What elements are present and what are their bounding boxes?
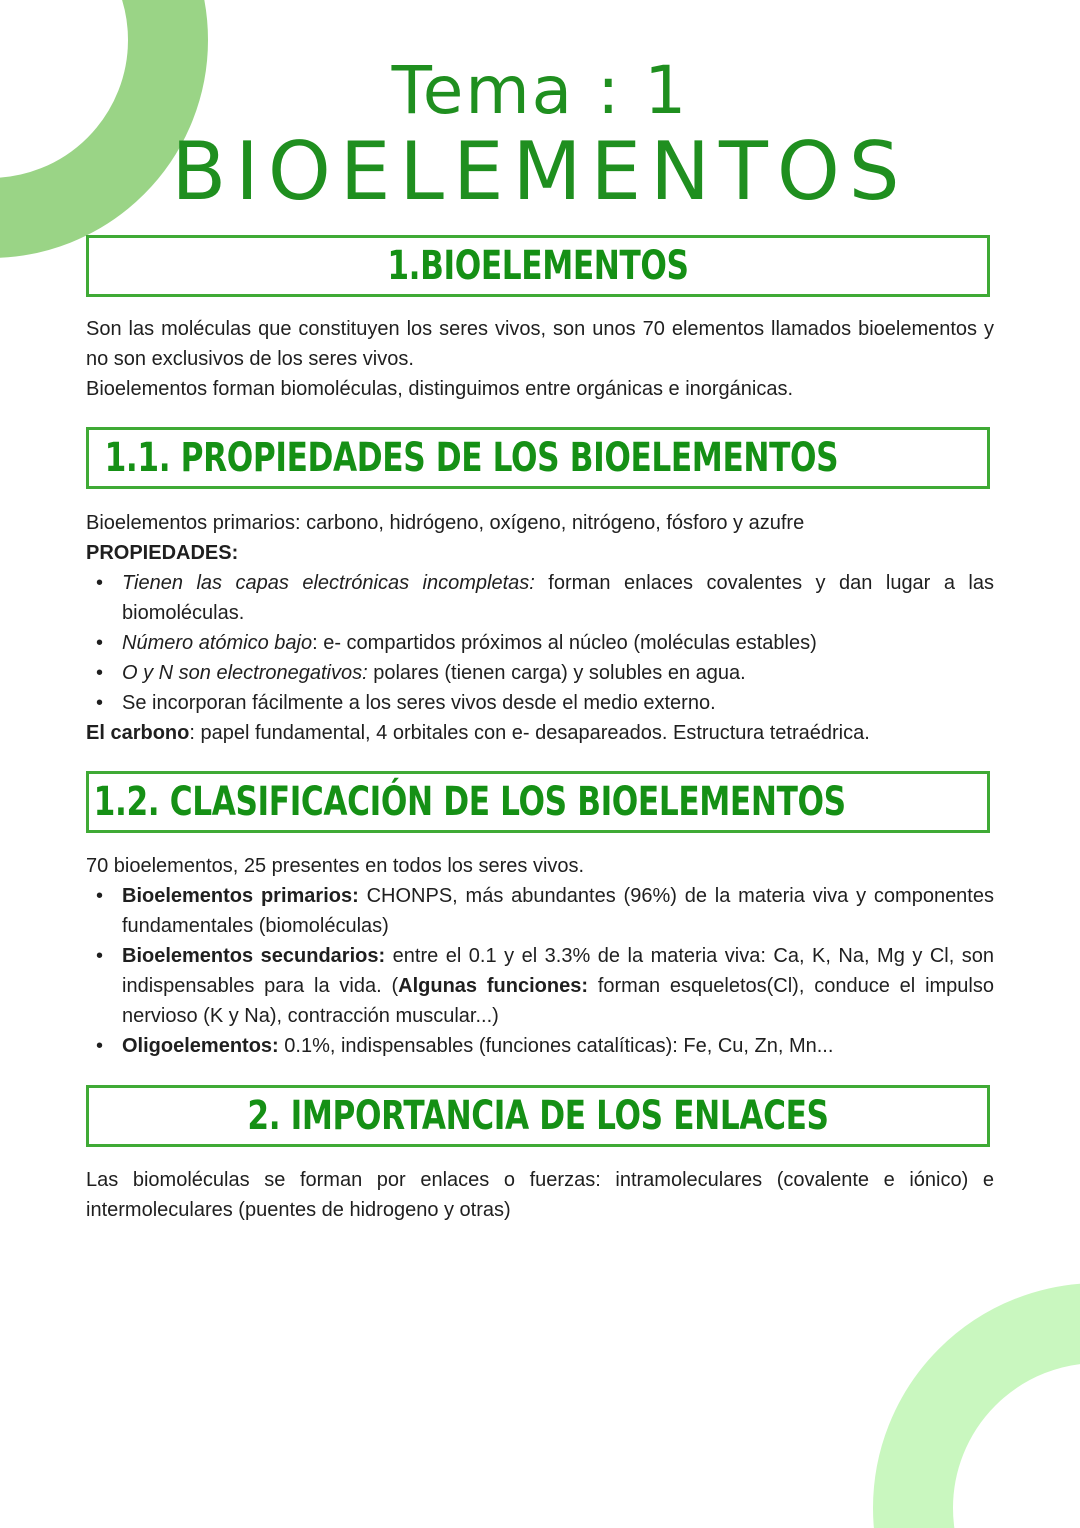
list-item-lead: Número atómico bajo	[122, 632, 313, 654]
section-1-2-heading-box	[86, 771, 990, 833]
section-1-heading-box	[86, 235, 990, 297]
list-item-text: 0.1%, indispensables (funciones catalíticas): Fe, Cu, Zn, Mn...	[278, 1035, 834, 1057]
section-2-paragraph: Las biomoléculas se forman por enlaces o fuerzas: intramoleculares (covalente e iónico) e intermoleculares (puentes de hidrogeno y otras)	[86, 1169, 994, 1221]
section-1-1-intro: Bioelementos primarios: carbono, hidrógeno, oxígeno, nitrógeno, fósforo y azufre	[86, 512, 805, 534]
list-item	[86, 941, 994, 1031]
page-title: BIOELEMENTOS	[171, 125, 909, 218]
decorative-arc-bottom-right	[848, 1268, 1080, 1528]
list-item	[86, 1031, 994, 1061]
section-1-1-body	[86, 508, 994, 748]
section-1-body	[86, 314, 994, 404]
section-1-2-intro: 70 bioelementos, 25 presentes en todos los seres vivos.	[86, 855, 585, 877]
section-1-paragraph-1: Son las moléculas que constituyen los seres vivos, son unos 70 elementos llamados bioelementos y no son exclusivos de los seres vivos.	[86, 318, 994, 370]
section-2-heading-box	[86, 1085, 990, 1147]
list-item	[86, 658, 994, 688]
section-2-body	[86, 1165, 994, 1225]
list-item-lead: Oligoelementos:	[122, 1035, 279, 1057]
carbon-lead: El carbono	[86, 722, 190, 744]
functions-text: forman esqueletos(Cl), conduce el impulso nervioso (K y Na), contracción muscular...)	[122, 975, 994, 1027]
list-item-lead: Bioelementos primarios:	[122, 885, 359, 907]
section-1-heading: 1.BIOELEMENTOS	[387, 243, 689, 289]
section-1-paragraph-2: Bioelementos forman biomoléculas, distinguimos entre orgánicas e inorgánicas.	[86, 378, 794, 400]
list-item-text: entre el 0.1 y el 3.3% de la materia viva: Ca, K, Na, Mg y Cl, son indispensables para la vida. (	[122, 945, 995, 997]
properties-label: PROPIEDADES:	[86, 542, 239, 564]
topic-number: Tema : 1	[391, 52, 689, 129]
list-item-lead: Bioelementos secundarios:	[122, 945, 386, 967]
section-1-1-heading-box	[86, 427, 990, 489]
classification-list	[86, 881, 994, 1061]
list-item	[86, 628, 994, 658]
section-1-2-heading: 1.2. CLASIFICACIÓN DE LOS BIOELEMENTOS	[93, 779, 846, 825]
section-1-2-body	[86, 851, 994, 1061]
list-item-text: Se incorporan fácilmente a los seres vivos desde el medio externo.	[122, 692, 716, 714]
list-item-text: : e- compartidos próximos al núcleo (moléculas estables)	[312, 632, 817, 654]
functions-lead: Algunas funciones:	[398, 975, 588, 997]
list-item	[86, 688, 994, 718]
list-item	[86, 568, 994, 628]
section-1-1-heading: 1.1. PROPIEDADES DE LOS BIOELEMENTOS	[104, 435, 839, 481]
list-item	[86, 881, 994, 941]
section-2-heading: 2. IMPORTANCIA DE LOS ENLACES	[247, 1093, 829, 1139]
list-item-text: polares (tienen carga) y solubles en agua.	[367, 662, 746, 684]
list-item-lead: Tienen las capas electrónicas incompletas:	[122, 572, 535, 594]
list-item-text: forman enlaces covalentes y dan lugar a las biomoléculas.	[122, 572, 994, 624]
carbon-note	[86, 718, 994, 748]
carbon-text: : papel fundamental, 4 orbitales con e- desapareados. Estructura tetraédrica.	[189, 722, 870, 744]
properties-list	[86, 568, 994, 718]
list-item-lead: O y N son electronegativos:	[122, 662, 368, 684]
list-item-text: CHONPS, más abundantes (96%) de la materia viva y componentes fundamentales (biomoléculas)	[122, 885, 994, 937]
